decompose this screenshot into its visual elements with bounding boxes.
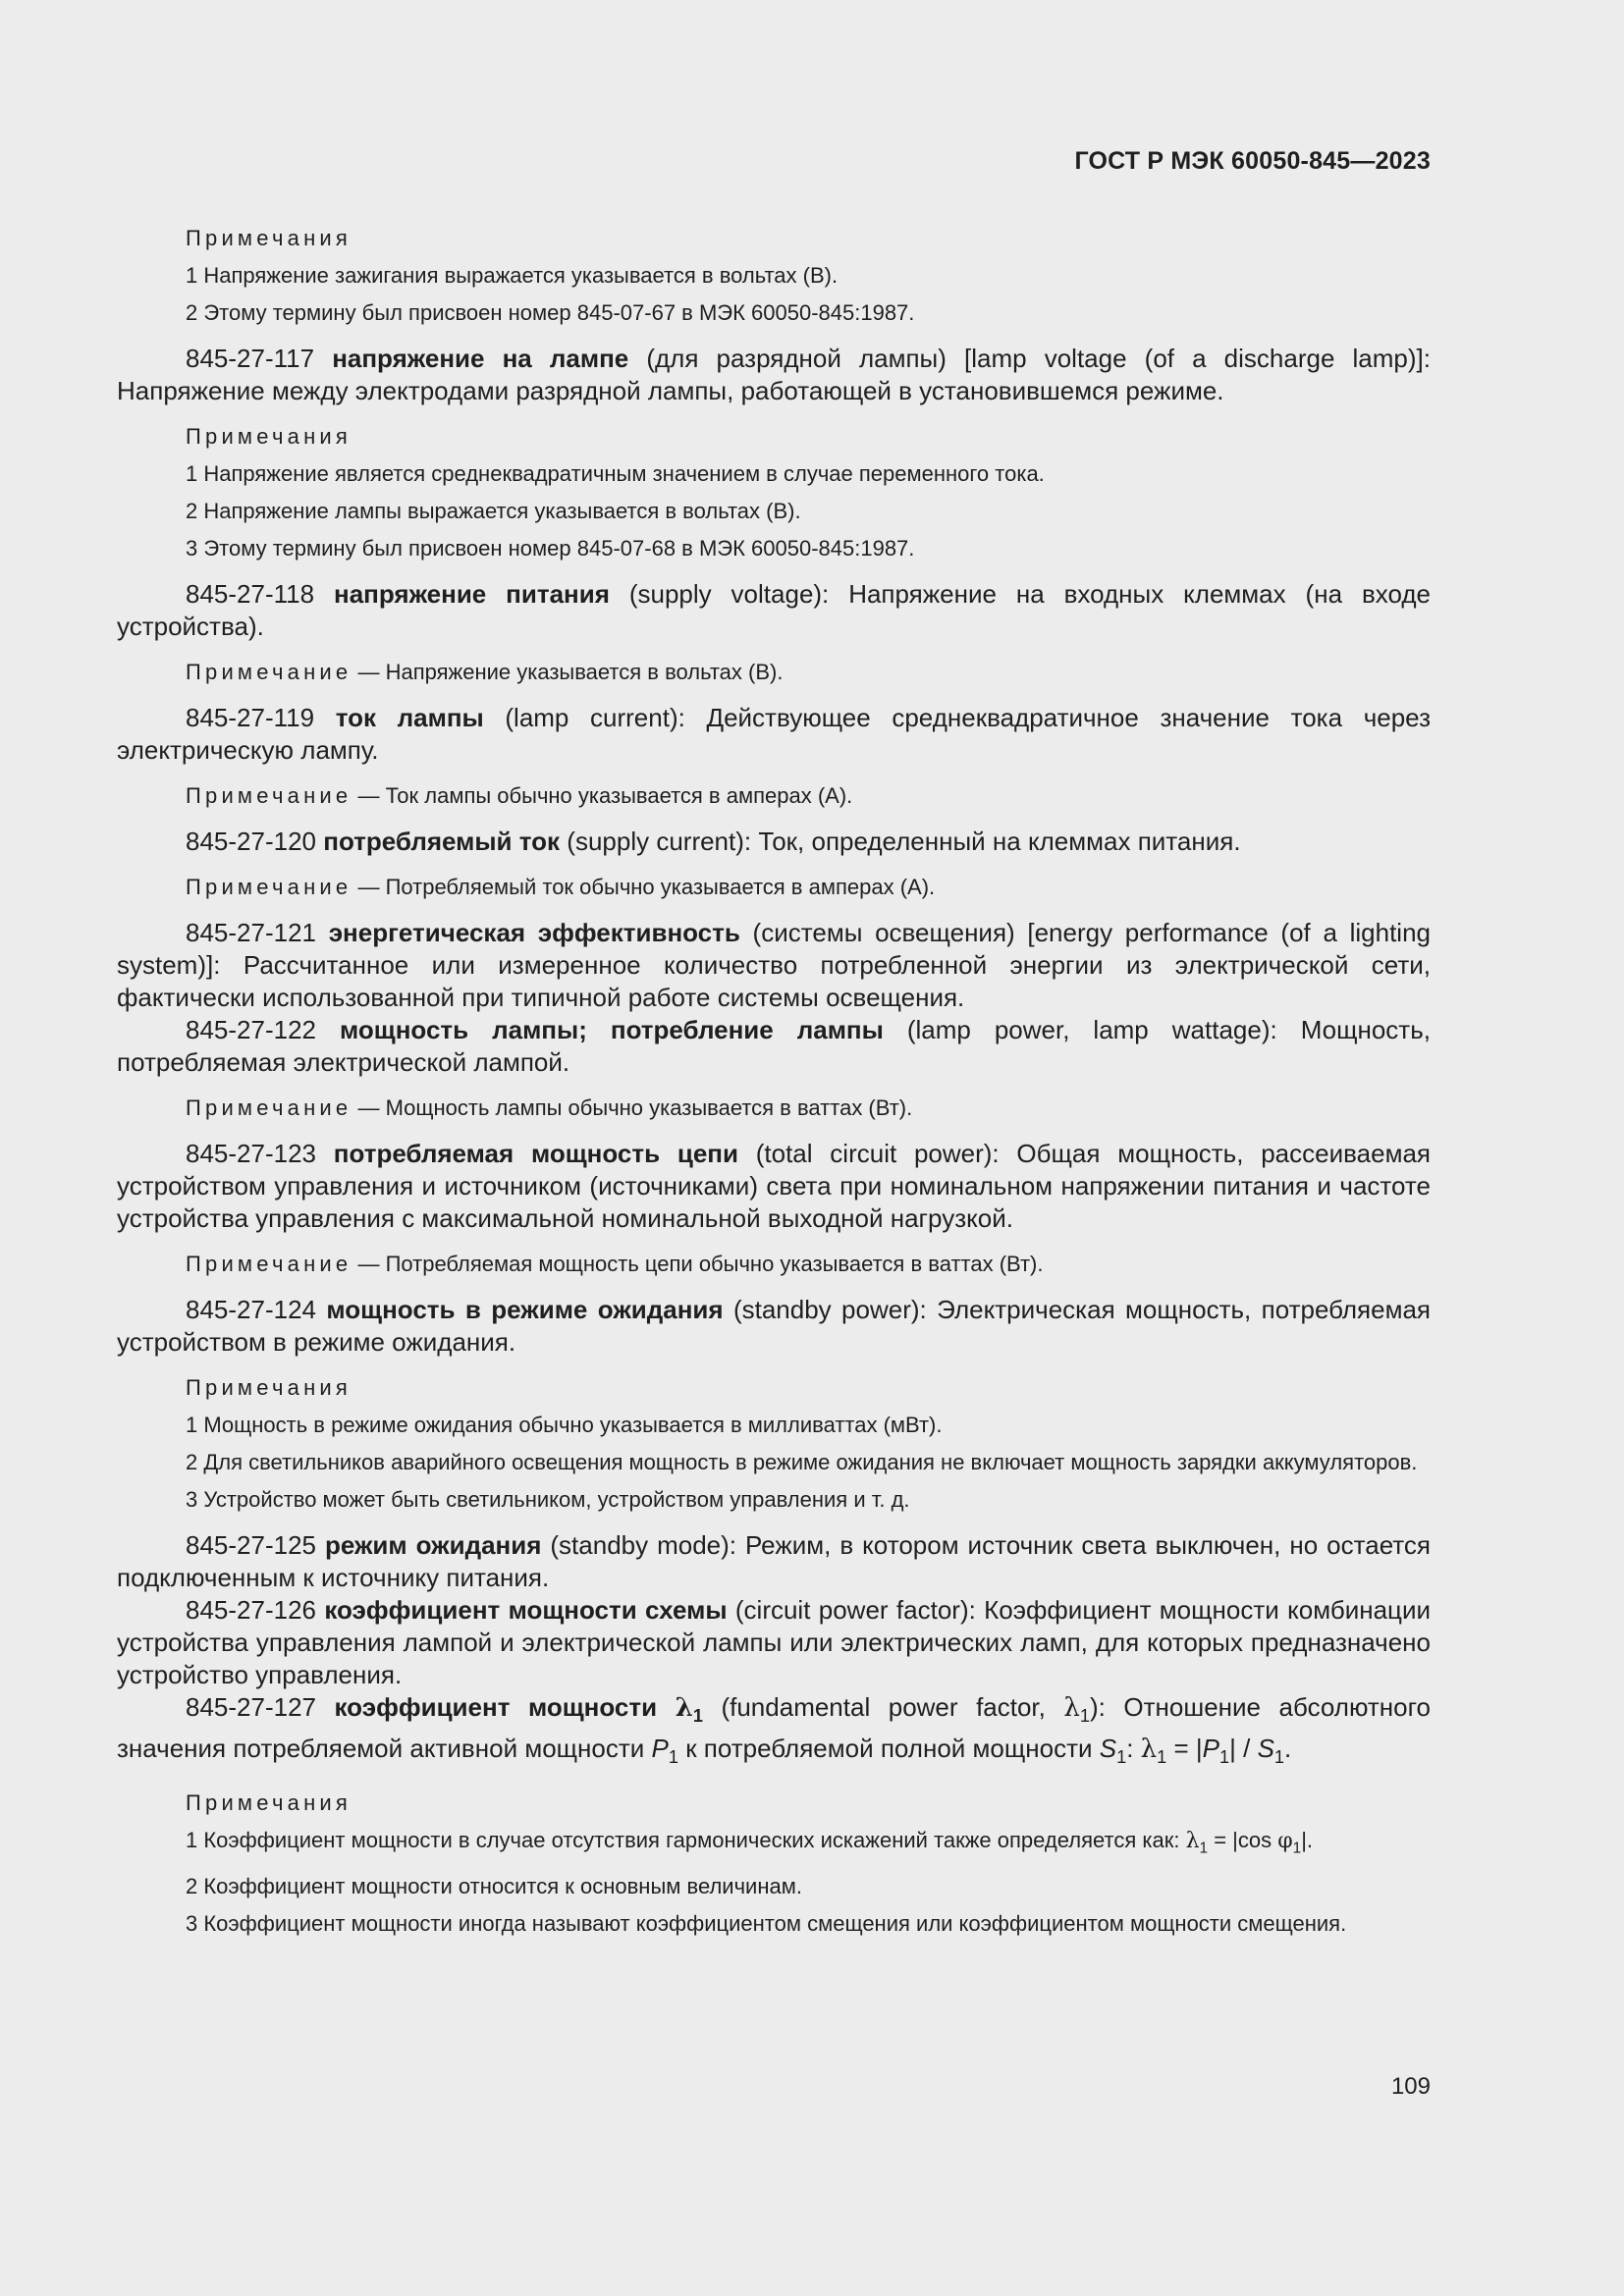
term-number: 845-27-117: [186, 344, 333, 373]
term-entry-121: [117, 917, 1431, 1014]
note-label: Примечание: [186, 1252, 352, 1276]
note-text: |.: [1301, 1828, 1314, 1853]
note-line: 3 Устройство может быть светильником, устройством управления и т. д.: [186, 1487, 910, 1512]
note-line: 2 Для светильников аварийного освещения мощность в режиме ожидания не включает мощность зарядки аккумуляторов.: [186, 1450, 1418, 1474]
term-number: 845-27-121: [186, 918, 329, 947]
term-name: энергетическая эффективность: [328, 918, 740, 947]
lambda-symbol: λ: [1063, 1693, 1080, 1723]
notes-heading: Примечания: [186, 1375, 352, 1400]
note-line: 1 Напряжение является среднеквадратичным значением в случае переменного тока.: [186, 461, 1045, 486]
lambda-symbol: λ: [675, 1693, 693, 1723]
term-name: режим ожидания: [324, 1530, 542, 1560]
term-definition: (supply voltage): Напряжение на входных клеммах (на входе устройства).: [117, 579, 1431, 641]
notes-heading: Примечания: [186, 1790, 352, 1816]
subscript: 1: [1199, 1840, 1209, 1857]
term-name: мощность в режиме ожидания: [326, 1295, 724, 1324]
formula-text: = |: [1166, 1734, 1203, 1764]
note-text: 1 Коэффициент мощности в случае отсутствия гармонических искажений также определяется как:: [186, 1828, 1186, 1853]
term-definition: (standby power): Электрическая мощность, потребляемая устройством в режиме ожидания.: [117, 1295, 1431, 1357]
note-label: Примечание: [186, 783, 352, 808]
subscript: 1: [692, 1706, 703, 1727]
symbol-p: P: [651, 1734, 669, 1764]
note-line: 3 Коэффициент мощности иногда называют коэффициентом смещения или коэффициентом мощности смещения.: [186, 1910, 1347, 1936]
note-line: 3 Этому термину был присвоен номер 845-07-68 в МЭК 60050-845:1987.: [186, 536, 915, 561]
note-label: Примечание: [186, 875, 352, 899]
term-name: напряжение питания: [333, 579, 610, 609]
note-line: 2 Напряжение лампы выражается указывается в вольтах (В).: [186, 499, 801, 523]
note-text: = |cos: [1208, 1828, 1278, 1853]
term-definition: (для разрядной лампы) [lamp voltage (of a discharge lamp)]: Напряжение между электродами разрядной лампы, работающей в установившемся режиме.: [117, 344, 1431, 405]
subscript: 1: [1219, 1747, 1230, 1768]
note-single: [117, 873, 1431, 902]
term-number: 845-27-122: [186, 1015, 340, 1044]
term-number: 845-27-119: [186, 703, 336, 732]
formula-text: ): Отношение абсолютного значения потребляемой активной мощности: [117, 1692, 1431, 1764]
term-number: 845-27-127: [186, 1692, 335, 1722]
notes-heading: Примечания: [186, 424, 352, 449]
note-line: 2 Этому термину был присвоен номер 845-07-67 в МЭК 60050-845:1987.: [186, 300, 915, 325]
symbol-s: S: [1257, 1734, 1274, 1764]
term-number: 845-27-126: [186, 1595, 325, 1625]
note-line: [117, 1826, 1431, 1863]
note-label: Примечание: [186, 660, 352, 684]
formula-text: :: [1126, 1734, 1141, 1764]
note-label: Примечание: [186, 1095, 352, 1120]
term-definition: (системы освещения) [energy performance (of a lighting system)]: Рассчитанное или измеренное количество потребленной энергии из электрической сети, фактически использованной при типичной работе системы освещения.: [117, 918, 1431, 1012]
lambda-symbol: λ: [1140, 1735, 1158, 1765]
subscript: 1: [1157, 1747, 1167, 1768]
note-text: — Потребляемый ток обычно указывается в амперах (А).: [352, 875, 936, 899]
note-single: [117, 1094, 1431, 1123]
formula-text: (fundamental power factor,: [702, 1692, 1064, 1722]
symbol-s: S: [1099, 1734, 1117, 1764]
symbol-p: P: [1202, 1734, 1219, 1764]
term-name-text: коэффициент мощности: [334, 1692, 676, 1722]
formula-text: к потребляемой полной мощности: [677, 1734, 1100, 1764]
term-entry-119: [117, 702, 1431, 767]
note-text: — Мощность лампы обычно указывается в ваттах (Вт).: [352, 1095, 913, 1120]
note-single: [117, 781, 1431, 811]
subscript: 1: [1079, 1706, 1091, 1727]
term-name: напряжение на лампе: [332, 344, 629, 373]
note-text: — Напряжение указывается в вольтах (В).: [352, 660, 784, 684]
term-name: [334, 1692, 703, 1727]
term-definition: (circuit power factor): Коэффициент мощности комбинации устройства управления лампой и электрической лампы или электрических ламп, для которых предназначено устройство управления.: [117, 1595, 1431, 1689]
term-definition: (supply current): Ток, определенный на клеммах питания.: [560, 827, 1241, 856]
notes-heading: Примечания: [186, 226, 352, 250]
subscript: 1: [1292, 1840, 1302, 1857]
term-number: 845-27-125: [186, 1530, 325, 1560]
page-number: 109: [1390, 2073, 1431, 2100]
term-definition: (total circuit power): Общая мощность, рассеиваемая устройством управления и источником (источниками) света при номинальном напряжении питания и частоте устройства управления с максимальной номинальной выходной нагрузкой.: [117, 1139, 1431, 1233]
phi-symbol: φ: [1277, 1829, 1293, 1854]
term-definition: (lamp power, lamp wattage): Мощность, потребляемая электрической лампой.: [117, 1015, 1431, 1077]
document-body: [117, 224, 1431, 1939]
note-text: — Потребляемая мощность цепи обычно указывается в ваттах (Вт).: [352, 1252, 1044, 1276]
subscript: 1: [1273, 1747, 1285, 1768]
term-entry-122: [117, 1014, 1431, 1079]
subscript: 1: [668, 1747, 678, 1768]
note-line: 1 Напряжение зажигания выражается указывается в вольтах (В).: [186, 263, 839, 288]
term-number: 845-27-120: [186, 827, 324, 856]
formula-text: .: [1284, 1734, 1292, 1764]
term-entry-118: [117, 578, 1431, 643]
term-definition: (standby mode): Режим, в котором источник света выключен, но остается подключенным к источнику питания.: [117, 1530, 1431, 1592]
term-name: коэффициент мощности схемы: [324, 1595, 728, 1625]
note-text: — Ток лампы обычно указывается в амперах (А).: [352, 783, 853, 808]
term-name: мощность лампы; потребление лампы: [339, 1015, 884, 1044]
lambda-symbol: λ: [1185, 1829, 1200, 1854]
term-entry-124: [117, 1294, 1431, 1359]
term-number: 845-27-124: [186, 1295, 327, 1324]
note-line: 2 Коэффициент мощности относится к основным величинам.: [186, 1873, 802, 1898]
document-header: ГОСТ Р МЭК 60050-845—2023: [1074, 147, 1431, 175]
subscript: 1: [1116, 1747, 1127, 1768]
formula-text: | /: [1229, 1734, 1258, 1764]
term-entry-120: [117, 826, 1431, 858]
note-line: 1 Мощность в режиме ожидания обычно указывается в милливаттах (мВт).: [186, 1413, 943, 1437]
term-entry-126: [117, 1594, 1431, 1691]
term-name: потребляемая мощность цепи: [333, 1139, 738, 1168]
term-number: 845-27-123: [186, 1139, 334, 1168]
note-single: [117, 658, 1431, 687]
note-single: [117, 1250, 1431, 1279]
term-entry-125: [117, 1529, 1431, 1594]
term-entry-117: [117, 343, 1431, 407]
term-name: ток лампы: [335, 703, 484, 732]
term-entry-127: [117, 1691, 1431, 1774]
term-definition: (lamp current): Действующее среднеквадратичное значение тока через электрическую лампу.: [117, 703, 1431, 765]
term-name: потребляемый ток: [323, 827, 561, 856]
term-number: 845-27-118: [186, 579, 334, 609]
term-entry-123: [117, 1138, 1431, 1235]
